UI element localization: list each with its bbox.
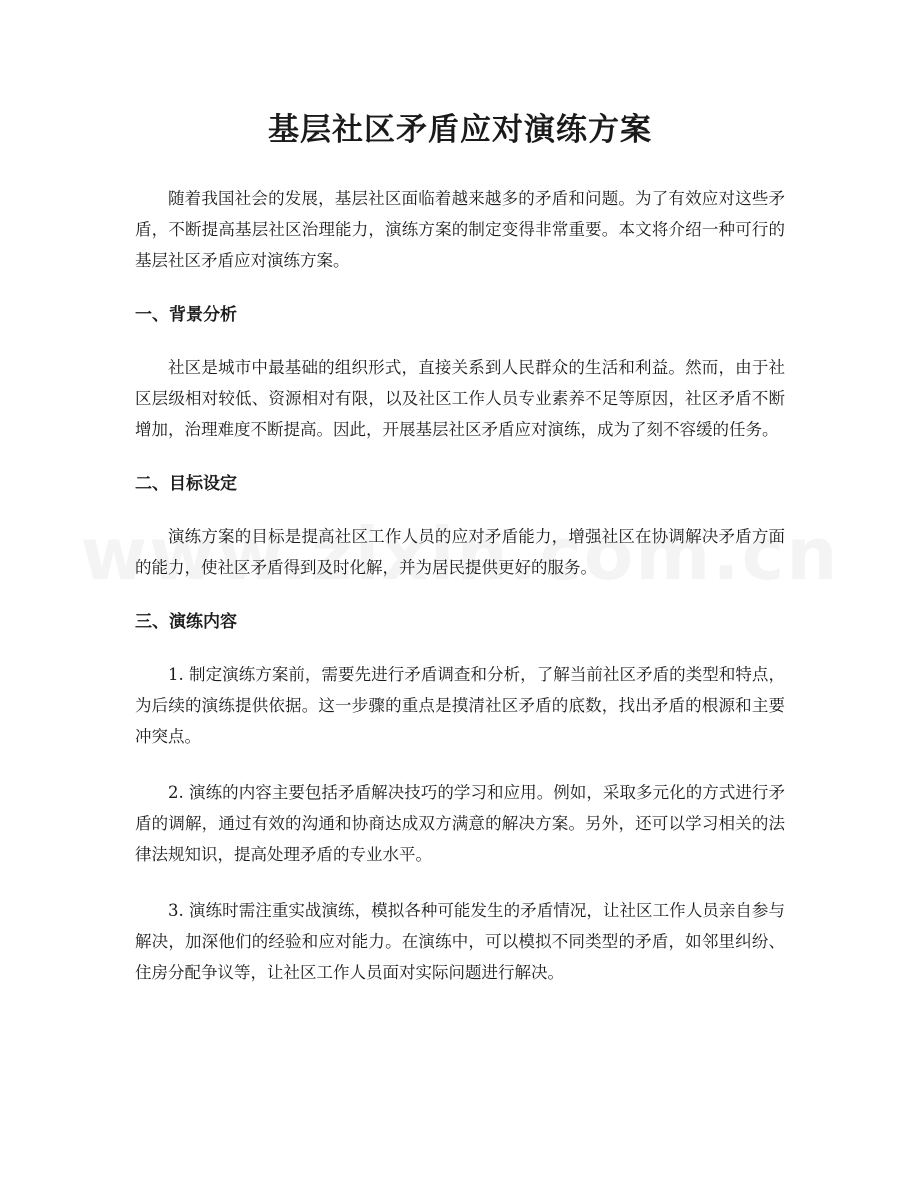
document-title: 基层社区矛盾应对演练方案 [268, 112, 652, 148]
section-heading-content: 三、演练内容 [135, 612, 237, 632]
goals-paragraph: 演练方案的目标是提高社区工作人员的应对矛盾能力，增强社区在协调解决矛盾方面的能力，使社区矛盾得到及时化解，并为居民提供更好的服务。 [135, 527, 785, 577]
content-item-1: 1. 制定演练方案前，需要先进行矛盾调查和分析，了解当前社区矛盾的类型和特点，为后续的演练提供依据。这一步骤的重点是摸清社区矛盾的底数，找出矛盾的根源和主要冲突点。 [135, 665, 785, 746]
intro-paragraph: 随着我国社会的发展，基层社区面临着越来越多的矛盾和问题。为了有效应对这些矛盾，不断提高基层社区治理能力，演练方案的制定变得非常重要。本文将介绍一种可行的基层社区矛盾应对演练方案。 [135, 189, 785, 270]
section-heading-background: 一、背景分析 [135, 305, 237, 325]
document-body [135, 183, 785, 1013]
content-item-3: 3. 演练时需注重实战演练，模拟各种可能发生的矛盾情况，让社区工作人员亲自参与解决，加深他们的经验和应对能力。在演练中，可以模拟不同类型的矛盾，如邻里纠纷、住房分配争议等，让社区工作人员面对实际问题进行解决。 [135, 901, 785, 982]
section-heading-goals: 二、目标设定 [135, 474, 237, 494]
content-item-2: 2. 演练的内容主要包括矛盾解决技巧的学习和应用。例如，采取多元化的方式进行矛盾的调解，通过有效的沟通和协商达成双方满意的解决方案。另外，还可以学习相关的法律法规知识，提高处理矛盾的专业水平。 [135, 783, 785, 864]
background-paragraph: 社区是城市中最基础的组织形式，直接关系到人民群众的生活和利益。然而，由于社区层级相对较低、资源相对有限，以及社区工作人员专业素养不足等原因，社区矛盾不断增加，治理难度不断提高。因此，开展基层社区矛盾应对演练，成为了刻不容缓的任务。 [135, 358, 785, 439]
